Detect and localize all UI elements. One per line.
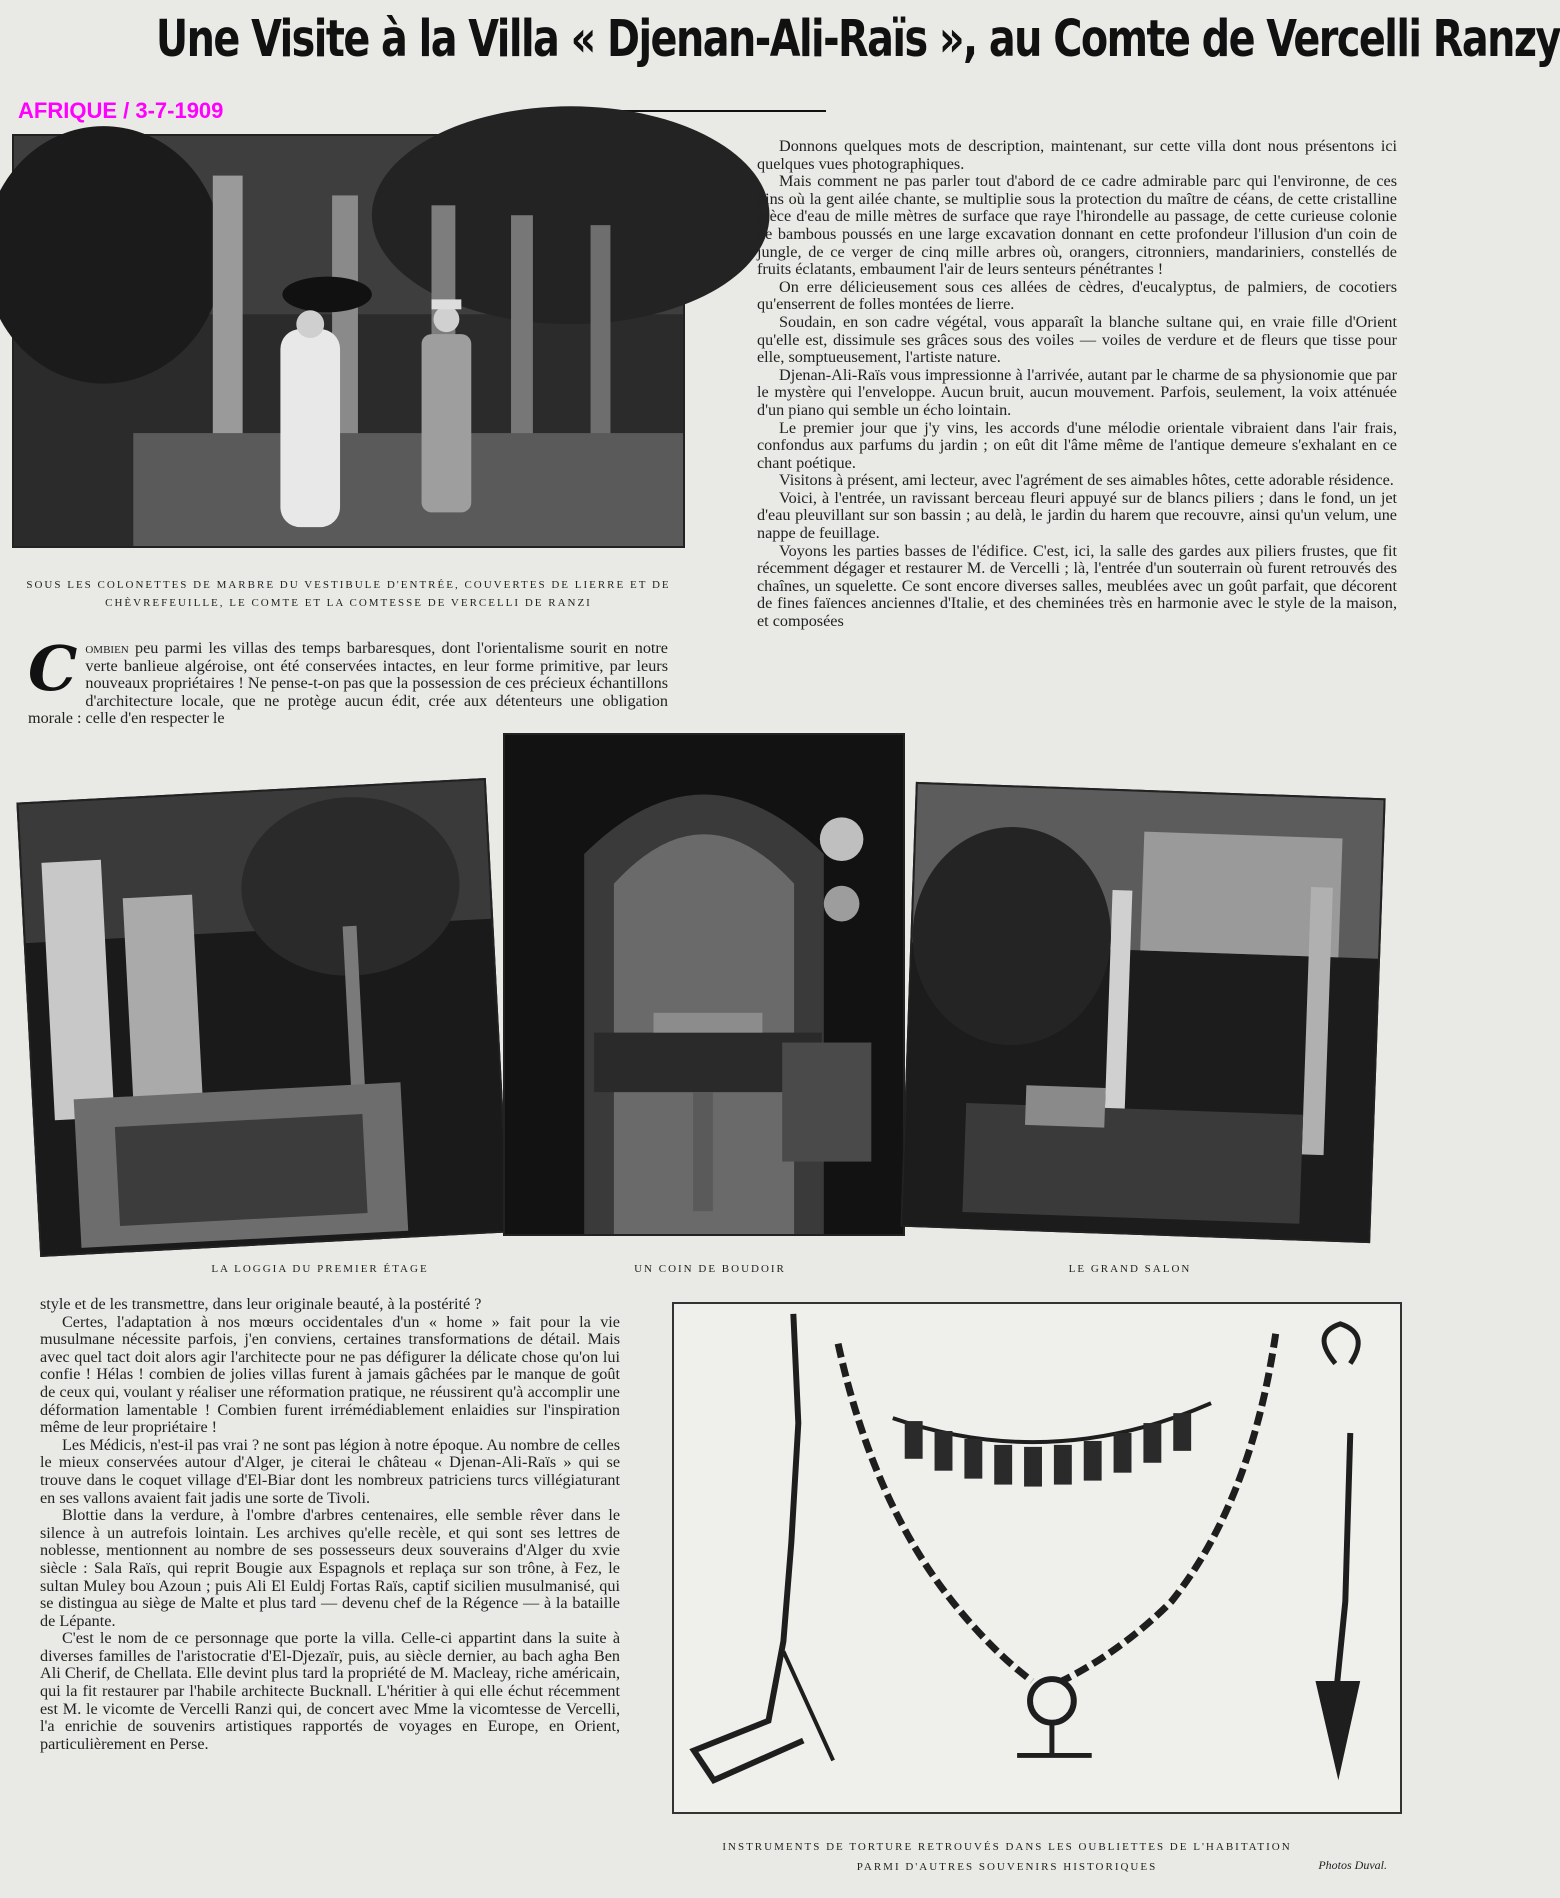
- instruments-caption-line1: INSTRUMENTS DE TORTURE RETROUVÉS DANS LES OUBLIETTES DE L'HABITATION: [722, 1841, 1292, 1853]
- boudoir-caption: UN COIN DE BOUDOIR: [634, 1263, 786, 1275]
- instruments-caption-line2: PARMI D'AUTRES SOUVENIRS HISTORIQUES: [856, 1861, 1158, 1873]
- drop-cap: C: [28, 632, 78, 705]
- source-date-tag: AFRIQUE / 3-7-1909: [18, 98, 224, 123]
- article-title: Une Visite à la Villa « Djenan-Ali-Raïs », au Comte de Vercelli Ranzy: [155, 10, 1560, 69]
- intro-text: peu parmi les villas des temps barbaresques, dont l'orientalisme sourit en notre verte banlieue algéroise, ont été conservées intactes, en leur forme primitive, par leurs nouveaux propriétaires ! Ne pense-t-on pas que la possession de ces précieux échantillons d'architecture locale, que ne protège aucun édit, crée aux détenteurs une obligation morale : celle d'en respecter le: [28, 639, 668, 728]
- paragraph: Soudain, en son cadre végétal, vous apparaît la blanche sultane qui, en vraie fille d'Orient qu'elle est, dissimule ses grâces sous des voiles — voiles de verdure et de fleurs que tisse pour elle, somptueusement, l'artiste nature.: [757, 312, 1397, 367]
- paragraph: C'est le nom de ce personnage que porte la villa. Celle-ci appartint dans la suite à diverses familles de l'aristocratie d'El-Djezaïr, puis, au siècle dernier, au bach agha Ben Ali Cherif, de Chellata. Elle devint plus tard la propriété de M. Macleay, riche américain, qui la fit restaurer par l'habile architecte Bucknall. L'héritier à qui elle échut récemment est M. le vicomte de Vercelli Ranzi qui, de concert avec Mme la vicomtesse de Vercelli, l'a enrichie de souvenirs artistiques rapportés de voyages en Europe, en Orient, particulièrement en Perse.: [40, 1629, 620, 1753]
- boudoir-photo: [503, 733, 905, 1236]
- paragraph: Le premier jour que j'y vins, les accords d'une mélodie orientale vibraient dans l'air frais, confondus aux parfums du jardin ; on eût dit l'âme même de l'antique demeure s'exhalant en ce chant poétique.: [757, 418, 1397, 472]
- paragraph: Blottie dans la verdure, à l'ombre d'arbres centenaires, elle semble rêver dans le silence à un autrefois lointain. Les archives qu'elle recèle, et qui sont ses lettres de noblesse, mentionnent au nombre de ses possesseurs deux souverains d'Alger du xvie siècle : Sala Raïs, qui reprit Bougie aux Espagnols et replaça sur son trône, à Fez, le sultan Muley bou Azoun ; puis Ali El Euldj Fortas Raïs, captif sicilien musulmanisé, qui se distingua au siège de Malte et plus tard — devenu chef de la Régence — à la bataille de Lépante.: [40, 1506, 620, 1630]
- salon-caption: LE GRAND SALON: [1068, 1263, 1192, 1275]
- intro-lead: ombien: [85, 639, 129, 657]
- intro-paragraph: [28, 632, 668, 728]
- vestibule-photo: [12, 134, 685, 548]
- right-top-column: [757, 138, 1397, 631]
- salon-photo: [900, 782, 1385, 1243]
- loggia-photo: [16, 778, 509, 1257]
- left-bottom-column: [40, 1296, 620, 1753]
- paragraph: Les Médicis, n'est-il pas vrai ? ne sont pas légion à notre époque. Au nombre de celles le mieux conservées autour d'Alger, je citerai le château « Djenan-Ali-Raïs » qui se trouve dans le coquet village d'El-Biar dont les nombreux patriciens turcs villégiaturant en ses vallons avaient fait jadis une sorte de Tivoli.: [40, 1435, 620, 1507]
- paragraph: On erre délicieusement sous ces allées de cèdres, d'eucalyptus, de palmiers, de cocotiers qu'enserrent de folles montées de lierre.: [757, 277, 1397, 314]
- paragraph: Certes, l'adaptation à nos mœurs occidentales d'un « home » fait pour la vie musulmane nécessite parfois, j'en conviens, certaines transformations de détail. Mais avec quel tact doit alors agir l'architecte pour ne pas défigurer la délicate chose qu'on lui confie ! Hélas ! combien de jolies villas furent à jamais gâchées par le manque de goût de ceux qui, voulant y réaliser une réformation pratique, ne réussirent qu'à accomplir une déformation lamentable ! Combien furent irrémédiablement enlaidies sur l'inspiration même de leur propriétaire !: [40, 1312, 620, 1437]
- vestibule-caption: SOUS LES COLONETTES DE MARBRE DU VESTIBULE D'ENTRÉE, COUVERTES DE LIERRE ET DE CHÈVREFEUILLE, LE COMTE ET LA COMTESSE DE VERCELLI DE RANZI: [26, 579, 671, 609]
- paragraph: Visitons à présent, ami lecteur, avec l'agrément de ses aimables hôtes, cette adorable résidence.: [779, 471, 1394, 490]
- loggia-caption: LA LOGGIA DU PREMIER ÉTAGE: [211, 1263, 429, 1275]
- paragraph: style et de les transmettre, dans leur originale beauté, à la postérité ?: [40, 1295, 482, 1313]
- instruments-photo: [672, 1302, 1402, 1814]
- left-intro-column: [28, 632, 668, 728]
- photo-credit: Photos Duval.: [1318, 1858, 1387, 1872]
- paragraph: Mais comment ne pas parler tout d'abord de ce cadre admirable parc qui l'environne, de ces pins où la gent ailée chante, se multiplie sous la protection du maître de céans, de cette cristalline pièce d'eau de mille mètres de surface que raye l'hirondelle au passage, de cette curieuse colonie de bambous poussés en une large excavation donnant en cette profondeur l'illusion d'un coin de jungle, de ce verger de cinq mille arbres où, orangers, citronniers, mandariniers, constellés de fruits éclatants, embaument l'air de leurs senteurs pénétrantes !: [757, 172, 1397, 279]
- paragraph: Voyons les parties basses de l'édifice. C'est, ici, la salle des gardes aux piliers frustes, que fit récemment dégager et restaurer M. de Vercelli ; là, l'entrée d'un souterrain où furent retrouvés des chaînes, un squelette. Ce sont encore diverses salles, meublées avec un goût parfait, que décorent de fines faïences anciennes d'Italie, et des cheminées très en harmonie avec le style de la maison, et composées: [757, 541, 1397, 631]
- paragraph: Donnons quelques mots de description, maintenant, sur cette villa dont nous présentons ici quelques vues photographiques.: [757, 137, 1397, 173]
- paragraph: Voici, à l'entrée, un ravissant berceau fleuri appuyé sur de blancs piliers ; dans le fond, un jet d'eau pleuvillant sur son bassin ; au delà, le jardin du harem que recouvre, ainsi qu'un velum, une nappe de feuillage.: [757, 488, 1397, 543]
- paragraph: Djenan-Ali-Raïs vous impressionne à l'arrivée, autant par le charme de sa physionomie que par le mystère qui l'enveloppe. Aucun bruit, aucun mouvement. Parfois, seulement, la voix atténuée d'un piano qui semble un écho lointain.: [757, 365, 1397, 419]
